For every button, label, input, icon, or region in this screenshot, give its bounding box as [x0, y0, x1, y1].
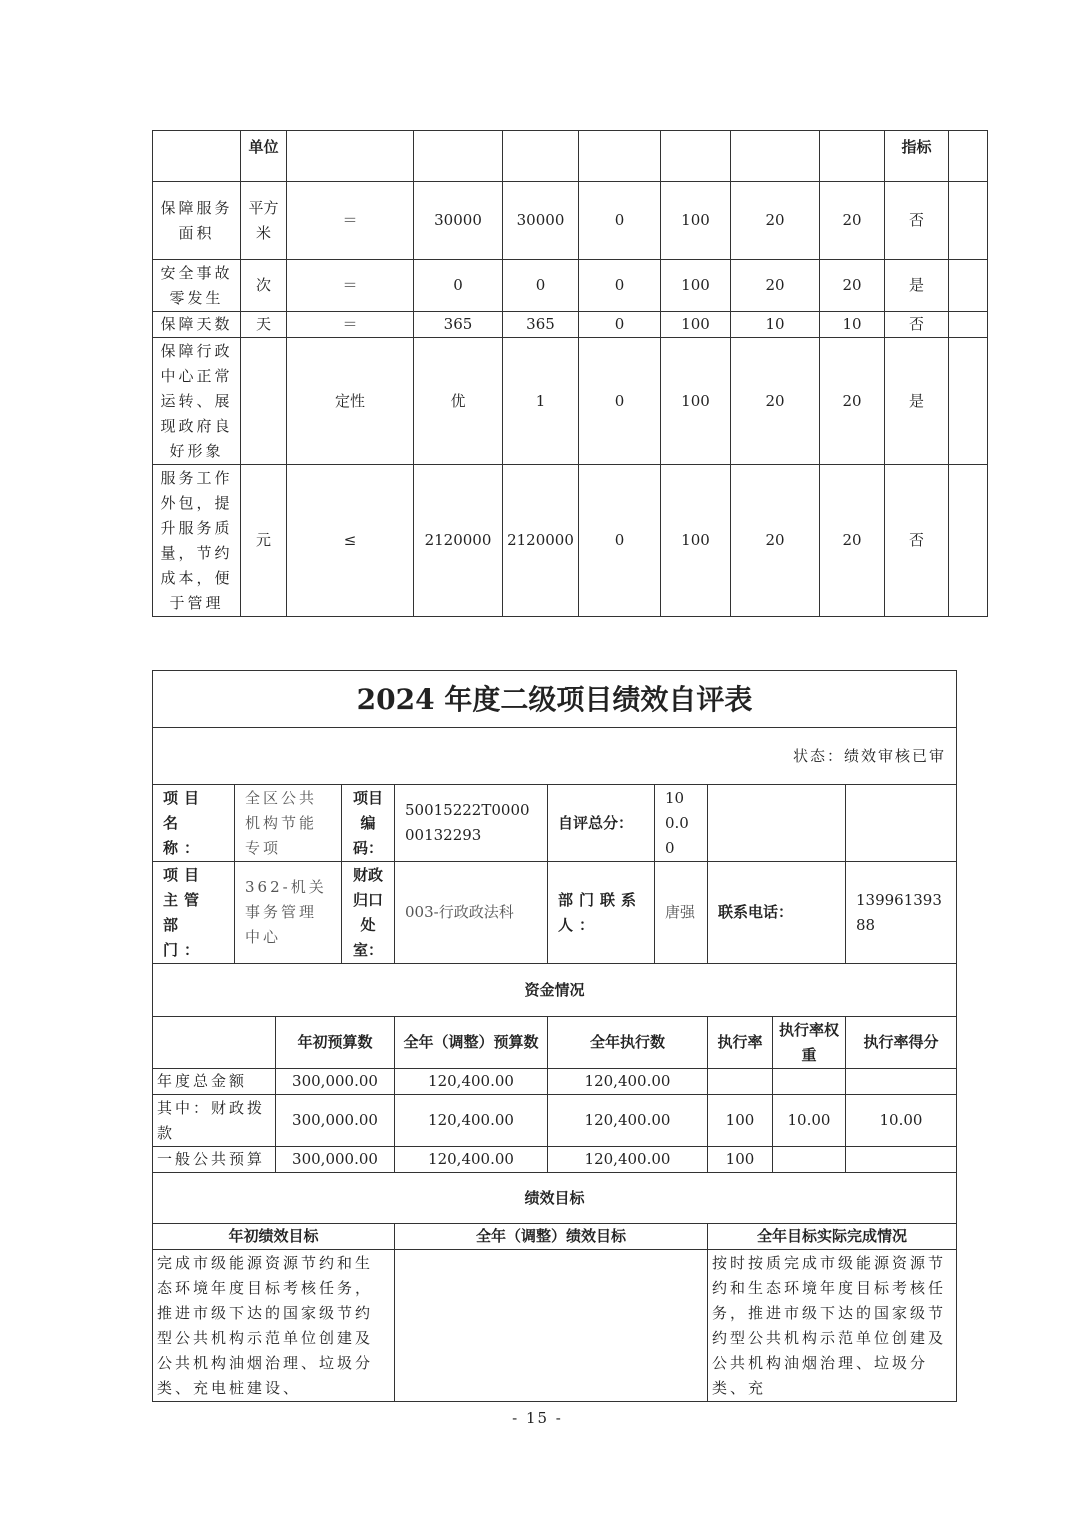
evaluation-form	[152, 670, 957, 1402]
goals-header-row	[153, 1224, 957, 1250]
status-text: 状态：绩效审核已审	[153, 728, 957, 785]
indicator-rate: 100	[661, 465, 731, 617]
col-header-adjusted: 全年（调整）预算数	[395, 1017, 548, 1069]
form-title: 2024 年度二级项目绩效自评表	[153, 671, 957, 728]
indicator-score: 10	[820, 312, 885, 338]
funds-header-row	[153, 1017, 957, 1069]
dept-name: 362-机关事务管理中心	[235, 862, 342, 964]
dept-label: 项目主管部门：	[153, 862, 235, 964]
goals-section-title: 绩效目标	[153, 1173, 957, 1224]
goals-header-initial: 年初绩效目标	[153, 1224, 395, 1250]
indicator-deviation: 0	[579, 465, 661, 617]
indicator-operator: ＝	[287, 312, 414, 338]
contact-label: 部门联系人：	[548, 862, 655, 964]
funds-weight: 10.00	[773, 1095, 846, 1147]
goals-header-adjusted: 全年（调整）绩效目标	[395, 1224, 708, 1250]
indicator-header: 指标	[885, 131, 949, 182]
indicator-name: 安全事故零发生	[153, 260, 241, 312]
indicator-weight: 10	[731, 312, 820, 338]
col-header-executed: 全年执行数	[548, 1017, 708, 1069]
contact-name: 唐强	[655, 862, 708, 964]
project-name: 全区公共机构节能专项	[235, 785, 342, 862]
indicator-core: 否	[885, 312, 949, 338]
indicator-target: 优	[414, 338, 503, 465]
indicator-name: 服务工作外包，提升服务质量，节约成本，便于管理	[153, 465, 241, 617]
table-row	[153, 1069, 957, 1095]
finance-label: 财政归口处室：	[342, 862, 395, 964]
indicator-weight: 20	[731, 338, 820, 465]
finance-office: 003-行政政法科	[395, 862, 548, 964]
indicator-operator: 定性	[287, 338, 414, 465]
indicator-core: 否	[885, 182, 949, 260]
total-score: 100.00	[655, 785, 708, 862]
page-number: - 15 -	[512, 1409, 563, 1427]
funds-executed: 120,400.00	[548, 1147, 708, 1173]
info-row	[153, 785, 957, 862]
indicator-target: 0	[414, 260, 503, 312]
table-row	[153, 182, 988, 260]
indicator-operator: ≤	[287, 465, 414, 617]
goals-row	[153, 1250, 957, 1402]
indicator-table	[152, 130, 988, 617]
indicator-unit: 天	[241, 312, 287, 338]
indicator-deviation: 0	[579, 312, 661, 338]
funds-executed: 120,400.00	[548, 1069, 708, 1095]
indicator-unit	[241, 338, 287, 465]
indicator-rate: 100	[661, 338, 731, 465]
funds-weight	[773, 1147, 846, 1173]
funds-rate: 100	[708, 1095, 773, 1147]
unit-header: 单位	[241, 131, 287, 182]
indicator-target: 365	[414, 312, 503, 338]
funds-rate: 100	[708, 1147, 773, 1173]
indicator-score: 20	[820, 182, 885, 260]
table-row	[153, 1095, 957, 1147]
indicator-deviation: 0	[579, 182, 661, 260]
total-score-label: 自评总分：	[548, 785, 655, 862]
goals-header-actual: 全年目标实际完成情况	[708, 1224, 957, 1250]
table-row	[153, 260, 988, 312]
indicator-name: 保障服务面积	[153, 182, 241, 260]
indicator-core: 是	[885, 338, 949, 465]
indicator-actual: 365	[503, 312, 579, 338]
funds-row-label: 一般公共预算	[153, 1147, 276, 1173]
funds-adjusted: 120,400.00	[395, 1147, 548, 1173]
indicator-deviation: 0	[579, 260, 661, 312]
funds-initial: 300,000.00	[276, 1069, 395, 1095]
indicator-unit: 平方米	[241, 182, 287, 260]
funds-executed: 120,400.00	[548, 1095, 708, 1147]
indicator-header-row	[153, 131, 988, 182]
table-row	[153, 338, 988, 465]
project-code-label: 项目编码：	[342, 785, 395, 862]
table-row	[153, 312, 988, 338]
funds-row-label: 年度总金额	[153, 1069, 276, 1095]
funds-score: 10.00	[846, 1095, 957, 1147]
funds-score	[846, 1147, 957, 1173]
indicator-score: 20	[820, 465, 885, 617]
col-header-weight: 执行率权重	[773, 1017, 846, 1069]
funds-initial: 300,000.00	[276, 1095, 395, 1147]
indicator-name: 保障行政中心正常运转、展现政府良好形象	[153, 338, 241, 465]
indicator-actual: 1	[503, 338, 579, 465]
indicator-weight: 20	[731, 260, 820, 312]
indicator-unit: 次	[241, 260, 287, 312]
indicator-score: 20	[820, 338, 885, 465]
funds-rate	[708, 1069, 773, 1095]
indicator-target: 2120000	[414, 465, 503, 617]
table-row	[153, 465, 988, 617]
indicator-target: 30000	[414, 182, 503, 260]
col-header-rate: 执行率	[708, 1017, 773, 1069]
funds-adjusted: 120,400.00	[395, 1095, 548, 1147]
indicator-operator: ＝	[287, 260, 414, 312]
info-row	[153, 862, 957, 964]
project-code: 50015222T000000132293	[395, 785, 548, 862]
col-header-initial: 年初预算数	[276, 1017, 395, 1069]
col-header-score: 执行率得分	[846, 1017, 957, 1069]
phone-number: 13996139388	[846, 862, 957, 964]
funds-score	[846, 1069, 957, 1095]
indicator-unit: 元	[241, 465, 287, 617]
goal-initial-text: 完成市级能源资源节约和生态环境年度目标考核任务，推进市级下达的国家级节约型公共机构示范单位创建及公共机构油烟治理、垃圾分类、充电桩建设、	[153, 1250, 395, 1402]
indicator-rate: 100	[661, 312, 731, 338]
indicator-score: 20	[820, 260, 885, 312]
goal-adjusted-text	[395, 1250, 708, 1402]
indicator-core: 是	[885, 260, 949, 312]
funds-adjusted: 120,400.00	[395, 1069, 548, 1095]
indicator-actual: 2120000	[503, 465, 579, 617]
indicator-deviation: 0	[579, 338, 661, 465]
funds-weight	[773, 1069, 846, 1095]
indicator-operator: ＝	[287, 182, 414, 260]
table-row	[153, 1147, 957, 1173]
indicator-weight: 20	[731, 465, 820, 617]
indicator-rate: 100	[661, 260, 731, 312]
funds-section-title: 资金情况	[153, 964, 957, 1017]
indicator-core: 否	[885, 465, 949, 617]
indicator-weight: 20	[731, 182, 820, 260]
indicator-name: 保障天数	[153, 312, 241, 338]
phone-label: 联系电话：	[708, 862, 846, 964]
funds-initial: 300,000.00	[276, 1147, 395, 1173]
indicator-actual: 30000	[503, 182, 579, 260]
funds-row-label: 其中：财政拨款	[153, 1095, 276, 1147]
goal-actual-text: 按时按质完成市级能源资源节约和生态环境年度目标考核任务，推进市级下达的国家级节约型公共机构示范单位创建及公共机构油烟治理、垃圾分类、充	[708, 1250, 957, 1402]
indicator-actual: 0	[503, 260, 579, 312]
project-name-label: 项目名称：	[153, 785, 235, 862]
indicator-rate: 100	[661, 182, 731, 260]
